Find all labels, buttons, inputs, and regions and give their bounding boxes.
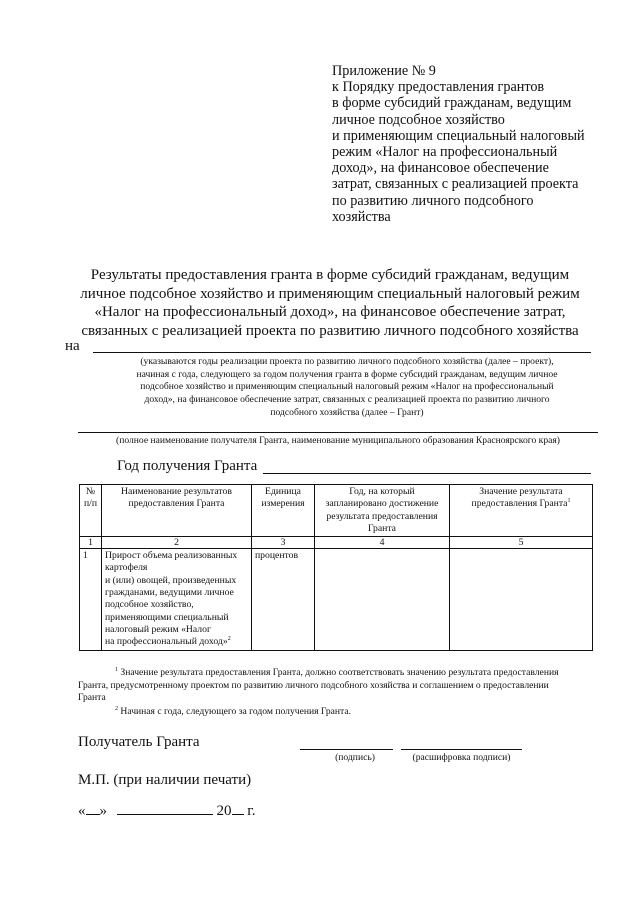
years-note-line: подсобное хозяйство и применяющим специальный налоговый режим «Налог на профессиональный (140, 381, 554, 393)
years-note-line: начиная с года, следующего за годом получения гранта в форме субсидий гражданам, ведущим личное (136, 368, 558, 380)
years-fill-line (93, 352, 591, 353)
header-value: Значение результата предоставления Гранта$^1$ (450, 485, 593, 537)
recipient-note: (полное наименование получателя Гранта, наименование муниципального образования Красноярского края) (116, 435, 560, 446)
appendix-line: к Порядку предоставления грантов (332, 79, 545, 96)
years-note (90, 356, 604, 420)
appendix-line: хозяйства (332, 208, 391, 225)
footnote-mark: 1 (115, 666, 118, 673)
header-result-name: Наименование результатов предоставления Гранта (102, 485, 252, 537)
document-title (60, 266, 600, 340)
grant-year-label: Год получения Гранта (117, 458, 258, 474)
stamp-label: М.П. (при наличии печати) (78, 772, 252, 788)
col-number: 1 (80, 537, 102, 549)
row-year (315, 549, 450, 650)
signature-line (300, 749, 393, 750)
signature-decode-label: (расшифровка подписи) (412, 752, 511, 763)
appendix-line: Приложение № 9 (332, 63, 436, 79)
years-note-line: (указываются годы реализации проекта по развитию личного подсобного хозяйства (далее – проект), (140, 356, 554, 367)
row-value (450, 549, 593, 650)
appendix-line: доход», на финансовое обеспечение (332, 160, 549, 177)
row-num: 1 (80, 549, 102, 650)
title-line: «Налог на профессиональный доход», на финансовое обеспечение затрат, (94, 304, 566, 321)
signature-label: (подпись) (335, 752, 375, 763)
appendix-line: личное подсобное хозяйство (332, 111, 505, 128)
table-row (80, 549, 593, 650)
col-number: 4 (315, 537, 450, 549)
title-line: связанных с реализацией проекта по развитию личного подсобного хозяйства (81, 322, 579, 339)
row-result-name: Прирост объема реализованных картофеля и (или) овощей, произведенных гражданами, ведущими личное подсобное хозяйство, применяющими специальный налоговый режим «Налог на профессиональный доход»$^2$ (102, 549, 252, 650)
date-line: « » 20 г. (78, 803, 256, 819)
years-note-line: подсобного хозяйства (далее – Грант) (270, 406, 424, 418)
appendix-line: затрат, связанных с реализацией проекта (332, 176, 579, 193)
footnote-mark: 2 (115, 705, 118, 712)
title-line: Результаты предоставления гранта в форме субсидий гражданам, ведущим (90, 267, 570, 283)
appendix-line: режим «Налог на профессиональный (332, 144, 558, 161)
col-number: 3 (252, 537, 315, 549)
row-unit: процентов (252, 549, 315, 650)
results-table (79, 484, 593, 651)
appendix-line: по развитию личного подсобного (332, 192, 534, 209)
signature-decode-line (401, 749, 522, 750)
header-unit: Единица измерения (252, 485, 315, 537)
appendix-line: в форме субсидий гражданам, ведущим (332, 95, 572, 112)
table-header-row (80, 485, 593, 537)
footnote-2: $^2$ Начиная с года, следующего за годом получения Гранта. (115, 705, 352, 717)
header-num: № п/п (80, 485, 102, 537)
grant-year-fill-line (263, 473, 591, 474)
col-number: 5 (450, 537, 593, 549)
month-blank (117, 801, 213, 815)
year-blank (232, 801, 244, 815)
appendix-header (332, 63, 622, 225)
table-column-numbers (80, 537, 593, 549)
appendix-line: и применяющим специальный налоговый (332, 127, 585, 144)
footnote-ref: 1 (567, 498, 571, 505)
recipient-fill-line (78, 432, 598, 433)
day-blank (86, 801, 100, 815)
years-note-line: доход», на финансовое обеспечение затрат, связанных с реализацией проекта по развитию личного (144, 394, 550, 406)
title-line: личное подсобное хозяйство и применяющим специальный налоговый режим (80, 285, 580, 302)
col-number: 2 (102, 537, 252, 549)
footnote-1: $^1$ Значение результата предоставления Гранта, должно соответствовать значению результата предоставления Гранта, предусмотренному проектом по развитию личного подсобного хозяйства и соглашением о предоставлении Гранта (78, 666, 559, 704)
header-year: Год, на который запланировано достижение результата предоставления Гранта (315, 485, 450, 537)
footnote-ref: 2 (227, 636, 231, 643)
recipient-label: Получатель Гранта (78, 734, 200, 750)
years-prefix: на (65, 338, 80, 354)
